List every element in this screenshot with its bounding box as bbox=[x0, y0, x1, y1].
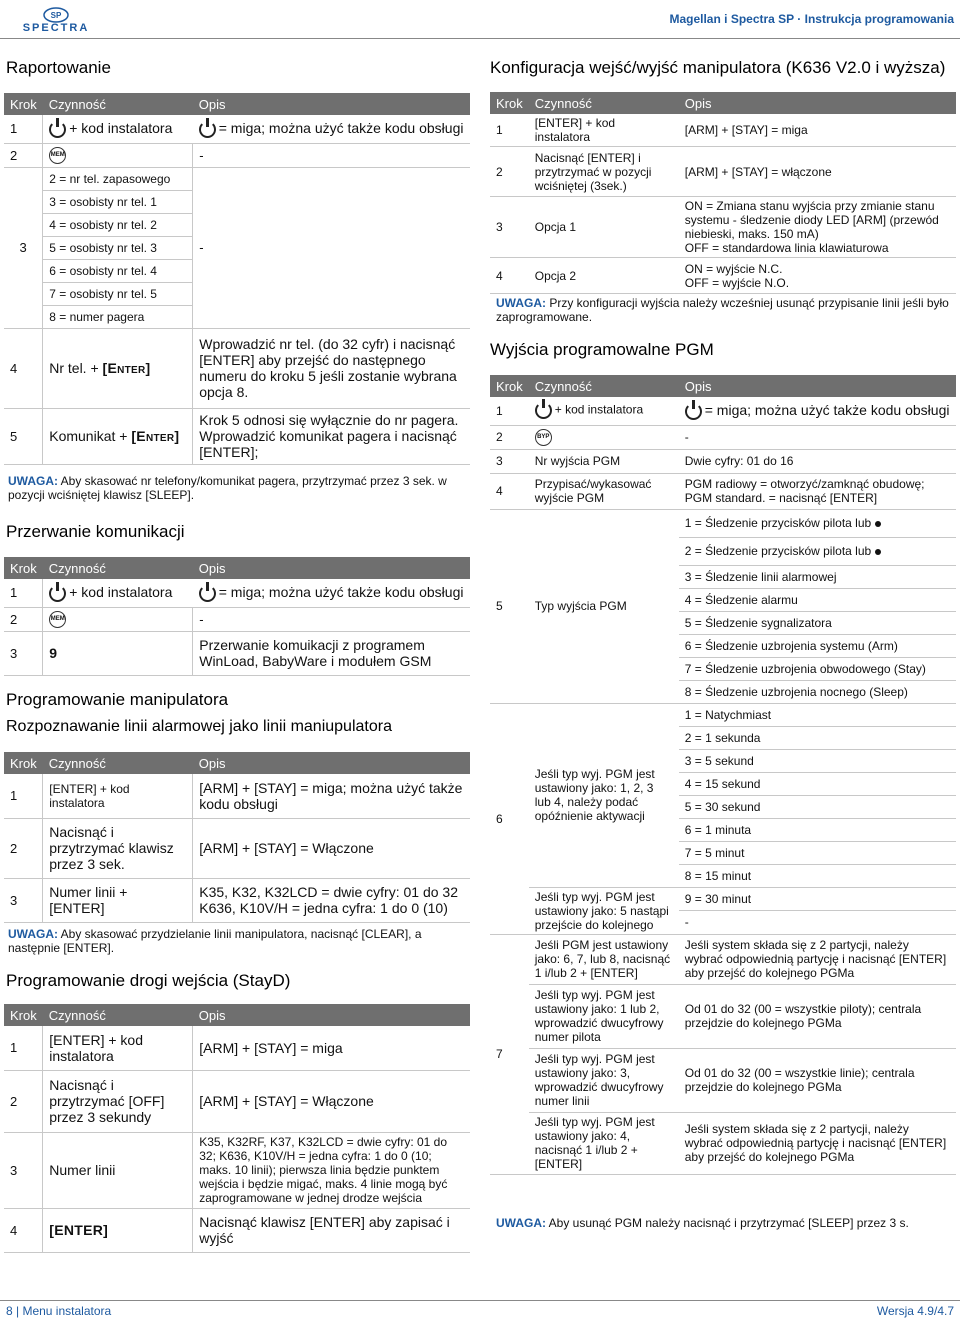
step-desc: [ARM] + [STAY] = włączone bbox=[679, 147, 956, 197]
col-czynnosc: Czynność bbox=[529, 92, 679, 114]
header-title: Magellan i Spectra SP · Instrukcja programowania bbox=[669, 12, 954, 26]
col-czynnosc: Czynność bbox=[43, 557, 193, 579]
note-text: Aby skasować nr telefony/komunikat pagera, przytrzymać przez 3 sek. w pozycji wciśniętej klawisz [SLEEP]. bbox=[8, 474, 447, 502]
step-desc: - bbox=[193, 607, 470, 631]
step-action: Nr tel. + bbox=[49, 360, 99, 376]
footer-right: Wersja 4.9/4.7 bbox=[876, 1304, 954, 1318]
footer-divider bbox=[0, 1300, 960, 1301]
step-action: [ENTER] + kod instalatora bbox=[43, 774, 193, 818]
section-title-raportowanie: Raportowanie bbox=[6, 58, 111, 77]
list-item: 2 = nr tel. zapasowego bbox=[43, 167, 193, 190]
power-icon bbox=[199, 121, 216, 138]
note-label: UWAGA: bbox=[496, 296, 546, 310]
spectra-logo bbox=[6, 6, 106, 34]
step-desc: ON = wyjście N.C. bbox=[684, 261, 783, 276]
col-krok: Krok bbox=[4, 93, 43, 115]
byp-key-icon: BYP bbox=[535, 429, 552, 446]
table-raportowanie: Krok Czynność Opis 1 + kod instalatora = miga; można użyć także kodu obsługi 2 MEM - 3 2 = nr tel. zapasowego - 3 = osobisty nr tel. 1 4 = osobisty nr tel. 2 5 = osobisty nr tel. 3 6 = osobisty nr tel. 4 7 = osobisty nr tel. 5 8 = numer pagera 4 Nr tel. + [Enter] Wprowadzić nr tel. (do 32 cyfr) i nacisnąć [ENTER] aby przejść do następnego numeru do kroku 5 jeśli zostanie wybrana opcja 8. 5 Komunikat + [Enter] Krok 5 odnosi się wyłącznie do nr pagera. Wprowadzić komunikat pagera i nacisnąć [ENTER]; bbox=[4, 93, 470, 465]
col-krok: Krok bbox=[490, 375, 529, 397]
step-action: [ENTER] + kod instalatora bbox=[43, 1026, 193, 1070]
step-action: + kod instalatora bbox=[69, 119, 173, 136]
col-czynnosc: Czynność bbox=[43, 93, 193, 115]
step-desc: [ARM] + [STAY] = miga bbox=[679, 114, 956, 147]
step-desc: Od 01 do 32 (00 = wszystkie piloty); centrala przejdzie do kolejnego PGMa bbox=[679, 984, 956, 1048]
col-opis: Opis bbox=[193, 93, 470, 115]
step-action: Komunikat + bbox=[49, 428, 128, 444]
note-label: UWAGA: bbox=[8, 927, 58, 941]
note-label: UWAGA: bbox=[8, 474, 58, 488]
step-action: Jeśli typ wyj. PGM jest ustawiony jako: 5 nastąpi przejście do kolejnego bbox=[529, 887, 679, 934]
step-action: Jeśli typ wyj. PGM jest ustawiony jako: 1 lub 2, wprowadzić dwucyfrowy numer pilota bbox=[529, 984, 679, 1048]
step-action: Jeśli typ wyj. PGM jest ustawiony jako: 3, wprowadzić dwucyfrowy numer linii bbox=[529, 1048, 679, 1112]
step-desc: Jeśli system składa się z 2 partycji, należy wybrać odpowiednią partycję i nacisnąć [ENTER] aby przejść do kolejnego PGMa bbox=[679, 1112, 956, 1174]
step-action: Numer linii + [ENTER] bbox=[43, 878, 193, 922]
col-opis: Opis bbox=[679, 92, 956, 114]
list-item: 2 = Śledzenie przycisków pilota bbox=[684, 544, 852, 558]
list-item: 4 = 15 sekund bbox=[679, 772, 956, 795]
list-item: 3 = Śledzenie linii alarmowej bbox=[679, 565, 956, 588]
step-desc: K636, K10V/H = jedna cyfra: 1 do 0 (10) bbox=[199, 900, 448, 916]
step-action: + kod instalatora bbox=[554, 402, 644, 417]
list-item: 8 = 15 minut bbox=[679, 864, 956, 887]
section-title-manipulator: Programowanie manipulatora bbox=[6, 690, 229, 709]
col-opis: Opis bbox=[193, 752, 470, 774]
step-action: Jeśli PGM jest ustawiony jako: 6, 7, lub 8, nacisnąć 1 i/lub 2 + [ENTER] bbox=[529, 934, 679, 984]
power-icon bbox=[49, 585, 66, 602]
table-konfiguracja: Krok Czynność Opis 1 [ENTER] + kod instalatora [ARM] + [STAY] = miga 2 Nacisnąć [ENTER] i przytrzymać w pozycji wciśniętej (3sek.) [ARM] + [STAY] = włączone 3 Opcja 1 ON = Zmiana stanu wyjścia przy zmianie stanu systemu - śledzenie diody LED [ARM] (przewód niebieski, maks. 150 mA) OFF = standardowa linia klawiaturowa 4 Opcja 2 ON = wyjście N.C. OFF = wyjście N.O. bbox=[490, 92, 956, 294]
step-desc: Dwie cyfry: 01 do 16 bbox=[679, 449, 956, 473]
step-desc: [ARM] + [STAY] = Włączone bbox=[193, 818, 470, 878]
step-action: Typ wyjścia PGM bbox=[529, 509, 679, 703]
list-item: 1 = Śledzenie przycisków pilota bbox=[684, 516, 852, 530]
led-icon bbox=[875, 549, 881, 555]
power-icon bbox=[685, 403, 702, 420]
mem-key-icon: MEM bbox=[49, 147, 66, 164]
footer-left: 8 | Menu instalatora bbox=[6, 1304, 112, 1318]
led-icon bbox=[875, 521, 881, 527]
step-action: 9 bbox=[43, 631, 193, 675]
step-desc: Nacisnąć klawisz [ENTER] aby zapisać i wyjść bbox=[193, 1208, 470, 1252]
list-item: 3 = osobisty nr tel. 1 bbox=[43, 190, 193, 213]
list-item: 8 = Śledzenie uzbrojenia nocnego (Sleep) bbox=[679, 680, 956, 703]
table-stayd: Krok Czynność Opis 1 [ENTER] + kod instalatora [ARM] + [STAY] = miga 2 Nacisnąć i przytrzymać [OFF] przez 3 sekundy [ARM] + [STAY] = Włączone 3 Numer linii K35, K32RF, K37, K32LCD = dwie cyfry: 01 do 32; K636, K10V/H = jedna cyfra: 1 do 0 (10; maks. 10 linii); pierwsza linia będzie punktem wejścia i będzie migać, maks. 4 linie mogą być zaprogramowane w jednej drodze wejścia 4 [ENTER] Nacisnąć klawisz [ENTER] aby zapisać i wyjść bbox=[4, 1004, 470, 1253]
col-krok: Krok bbox=[4, 557, 43, 579]
step-action: Opcja 2 bbox=[529, 258, 679, 294]
subsection-title: Rozpoznawanie linii alarmowej jako linii maniupulatora bbox=[6, 718, 392, 735]
step-desc: PGM radiowy = otworzyć/zamknąć obudowę; PGM standard. = nacisnąć [ENTER] bbox=[679, 473, 956, 509]
step-desc: K35, K32, K32LCD = dwie cyfry: 01 do 32 bbox=[199, 884, 458, 900]
list-item: 6 = 1 minuta bbox=[679, 818, 956, 841]
table-pgm: Krok Czynność Opis 1 + kod instalatora = miga; można użyć także kodu obsługi 2 BYP - 3 Nr wyjścia PGM Dwie cyfry: 01 do 16 4 Przypisać/wykasować wyjście PGM PGM radiowy = otworzyć/zamknąć obudowę; PGM standard. = nacisnąć [ENTER] 5 Typ wyjścia PGM 1 = Śledzenie przycisków pilota lub 2 = Śledzenie przycisków pilota lub 3 = Śledzenie linii alarmowej 4 = Śledzenie alarmu 5 = Śledzenie sygnalizatora 6 = Śledzenie uzbrojenia systemu (Arm) 7 = Śledzenie uzbrojenia obwodowego (Stay) 8 = Śledzenie uzbrojenia nocnego (Sleep) 6 Jeśli typ wyj. PGM jest ustawiony jako: 1, 2, 3 lub 4, należy podać opóźnienie aktywacji 1 = Natychmiast 2 = 1 sekunda 3 = 5 sekund 4 = 15 sekund 5 = 30 sekund 6 = 1 minuta 7 = 5 minut 8 = 15 minut Jeśli typ wyj. PGM jest ustawiony jako: 5 nastąpi przejście do kolejnego 9 = 30 minut - 7 Jeśli PGM jest ustawiony jako: 6, 7, lub 8, nacisnąć 1 i/lub 2 + [ENTER] Jeśli system składa się z 2 partycji, należy wybrać odpowiednią partycję i nacisnąć [ENTER] aby przejść do kolejnego PGMa Jeśli typ wyj. PGM jest ustawiony jako: 1 lub 2, wprowadzić dwucyfrowy numer pilota Od 01 do 32 (00 = wszystkie piloty); centrala przejdzie do kolejnego PGMa Jeśli typ wyj. PGM jest ustawiony jako: 3, wprowadzić dwucyfrowy numer linii Od 01 do 32 (00 = wszystkie linie); centrala przejdzie do kolejnego PGMa Jeśli typ wyj. PGM jest ustawiony jako: 4, nacisnąć 1 i/lub 2 + [ENTER] Jeśli system składa się z 2 partycji, należy wybrać odpowiednią partycję i nacisnąć [ENTER] aby przejść do kolejnego PGMa bbox=[490, 375, 956, 1175]
list-item: 8 = numer pagera bbox=[43, 305, 193, 328]
step-desc: - bbox=[193, 167, 470, 328]
step-action: Nacisnąć [ENTER] i przytrzymać w pozycji wciśniętej (3sek.) bbox=[529, 147, 679, 197]
list-item: 6 = osobisty nr tel. 4 bbox=[43, 259, 193, 282]
note-text: Aby skasować przydzielanie linii manipulatora, nacisnąć [CLEAR], a następnie [ENTER]. bbox=[8, 927, 422, 955]
step-desc: Krok 5 odnosi się wyłącznie do nr pagera. Wprowadzić komunikat pagera i nacisnąć [ENTER]; bbox=[193, 408, 470, 464]
col-opis: Opis bbox=[679, 375, 956, 397]
list-item: 3 = 5 sekund bbox=[679, 749, 956, 772]
col-czynnosc: Czynność bbox=[43, 752, 193, 774]
power-icon bbox=[535, 402, 552, 419]
col-krok: Krok bbox=[490, 92, 529, 114]
section-title-konfiguracja: Konfiguracja wejść/wyjść manipulatora (K636 V2.0 i wyższa) bbox=[490, 58, 946, 77]
step-action: Opcja 1 bbox=[529, 197, 679, 258]
header-divider bbox=[0, 38, 960, 39]
step-desc: - bbox=[193, 143, 470, 167]
step-desc: [ARM] + [STAY] = miga; można użyć także kodu obsługi bbox=[193, 774, 470, 818]
step-desc: = miga; można użyć także kodu obsługi bbox=[218, 583, 464, 600]
list-item: 1 = Natychmiast bbox=[679, 703, 956, 726]
list-item: 4 = osobisty nr tel. 2 bbox=[43, 213, 193, 236]
list-item: 9 = 30 minut bbox=[679, 887, 956, 911]
step-desc: [ARM] + [STAY] = Włączone bbox=[193, 1070, 470, 1132]
section-title-pgm: Wyjścia programowalne PGM bbox=[490, 340, 714, 359]
list-item: 2 = 1 sekunda bbox=[679, 726, 956, 749]
list-item: 7 = osobisty nr tel. 5 bbox=[43, 282, 193, 305]
list-item: 5 = Śledzenie sygnalizatora bbox=[679, 611, 956, 634]
col-opis: Opis bbox=[193, 557, 470, 579]
col-czynnosc: Czynność bbox=[43, 1004, 193, 1026]
note-label: UWAGA: bbox=[496, 1216, 546, 1230]
table-manipulator: Krok Czynność Opis 1 [ENTER] + kod instalatora [ARM] + [STAY] = miga; można użyć także kodu obsługi 2 Nacisnąć i przytrzymać klawisz przez 3 sek. [ARM] + [STAY] = Włączone 3 Numer linii + [ENTER] K35, K32, K32LCD = dwie cyfry: 01 do 32 K636, K10V/H = jedna cyfra: 1 do 0 (10) bbox=[4, 752, 470, 923]
step-action: Nacisnąć i przytrzymać klawisz przez 3 sek. bbox=[43, 818, 193, 878]
col-czynnosc: Czynność bbox=[529, 375, 679, 397]
list-item: - bbox=[679, 911, 956, 935]
step-desc: - bbox=[679, 425, 956, 449]
step-desc: Od 01 do 32 (00 = wszystkie linie); centrala przejdzie do kolejnego PGMa bbox=[679, 1048, 956, 1112]
step-desc: OFF = wyjście N.O. bbox=[684, 275, 790, 290]
step-desc: Przerwanie komuikacji z programem WinLoad, BabyWare i modułem GSM bbox=[193, 631, 470, 675]
svg-text:SP: SP bbox=[50, 11, 62, 20]
mem-key-icon: MEM bbox=[49, 611, 66, 628]
step-desc: ON = Zmiana stanu wyjścia przy zmianie stanu systemu - śledzenie diody LED [ARM] (przewód niebieski, maks. 150 mA) bbox=[684, 199, 939, 241]
col-opis: Opis bbox=[193, 1004, 470, 1026]
step-desc: K35, K32RF, K37, K32LCD = dwie cyfry: 01 do 32; K636, K10V/H = jedna cyfra: 1 do 0 (10; maks. 10 linii); pierwsza linia będzie punktem wejścia i będzie migać, maks. 4 linie mogą być zaprogramowane w jednej drodze wejścia bbox=[193, 1132, 470, 1208]
section-title-stayd: Programowanie drogi wejścia (StayD) bbox=[6, 971, 291, 990]
table-przerwanie: Krok Czynność Opis 1 + kod instalatora = miga; można użyć także kodu obsługi 2 MEM - 3 9 Przerwanie komuikacji z programem WinLoad, BabyWare i modułem GSM bbox=[4, 557, 470, 676]
list-item: 5 = osobisty nr tel. 3 bbox=[43, 236, 193, 259]
power-icon bbox=[199, 585, 216, 602]
step-action: Numer linii bbox=[43, 1132, 193, 1208]
list-item: 5 = 30 sekund bbox=[679, 795, 956, 818]
step-desc: Jeśli system składa się z 2 partycji, należy wybrać odpowiednią partycję i nacisnąć [ENTER] aby przejść do kolejnego PGMa bbox=[679, 934, 956, 984]
list-item: 4 = Śledzenie alarmu bbox=[679, 588, 956, 611]
list-item: 7 = 5 minut bbox=[679, 841, 956, 864]
step-action: Jeśli typ wyj. PGM jest ustawiony jako: 1, 2, 3 lub 4, należy podać opóźnienie aktywacji bbox=[529, 703, 679, 887]
step-desc: = miga; można użyć także kodu obsługi bbox=[704, 401, 950, 418]
section-title-przerwanie: Przerwanie komunikacji bbox=[6, 522, 185, 541]
svg-text:SPECTRA: SPECTRA bbox=[22, 22, 90, 34]
step-action: [ENTER] bbox=[43, 1208, 193, 1252]
step-action: Przypisać/wykasować wyjście PGM bbox=[529, 473, 679, 509]
note-text: Aby usunąć PGM należy nacisnąć i przytrzymać [SLEEP] przez 3 s. bbox=[548, 1216, 909, 1230]
list-item: 7 = Śledzenie uzbrojenia obwodowego (Stay) bbox=[679, 657, 956, 680]
power-icon bbox=[49, 121, 66, 138]
step-action: [ENTER] + kod instalatora bbox=[529, 114, 679, 147]
col-krok: Krok bbox=[4, 752, 43, 774]
step-action: Nr wyjścia PGM bbox=[529, 449, 679, 473]
step-desc: = miga; można użyć także kodu obsługi bbox=[218, 119, 464, 136]
step-action: Jeśli typ wyj. PGM jest ustawiony jako: 4, nacisnąć 1 i/lub 2 + [ENTER] bbox=[529, 1112, 679, 1174]
note-text: Przy konfiguracji wyjścia należy wcześniej usunąć przypisanie linii jeśli było zaprogramowane. bbox=[496, 296, 949, 324]
step-desc: OFF = standardowa linia klawiaturowa bbox=[684, 241, 889, 255]
or-label: lub bbox=[855, 544, 872, 558]
step-desc: [ARM] + [STAY] = miga bbox=[193, 1026, 470, 1070]
step-action: + kod instalatora bbox=[69, 583, 173, 600]
list-item: 6 = Śledzenie uzbrojenia systemu (Arm) bbox=[679, 634, 956, 657]
step-desc: Wprowadzić nr tel. (do 32 cyfr) i nacisnąć [ENTER] aby przejść do następnego numeru do kroku 5 jeśli zostanie wybrana opcja 8. bbox=[193, 328, 470, 408]
col-krok: Krok bbox=[4, 1004, 43, 1026]
or-label: lub bbox=[855, 516, 872, 530]
step-action: Nacisnąć i przytrzymać [OFF] przez 3 sekundy bbox=[43, 1070, 193, 1132]
